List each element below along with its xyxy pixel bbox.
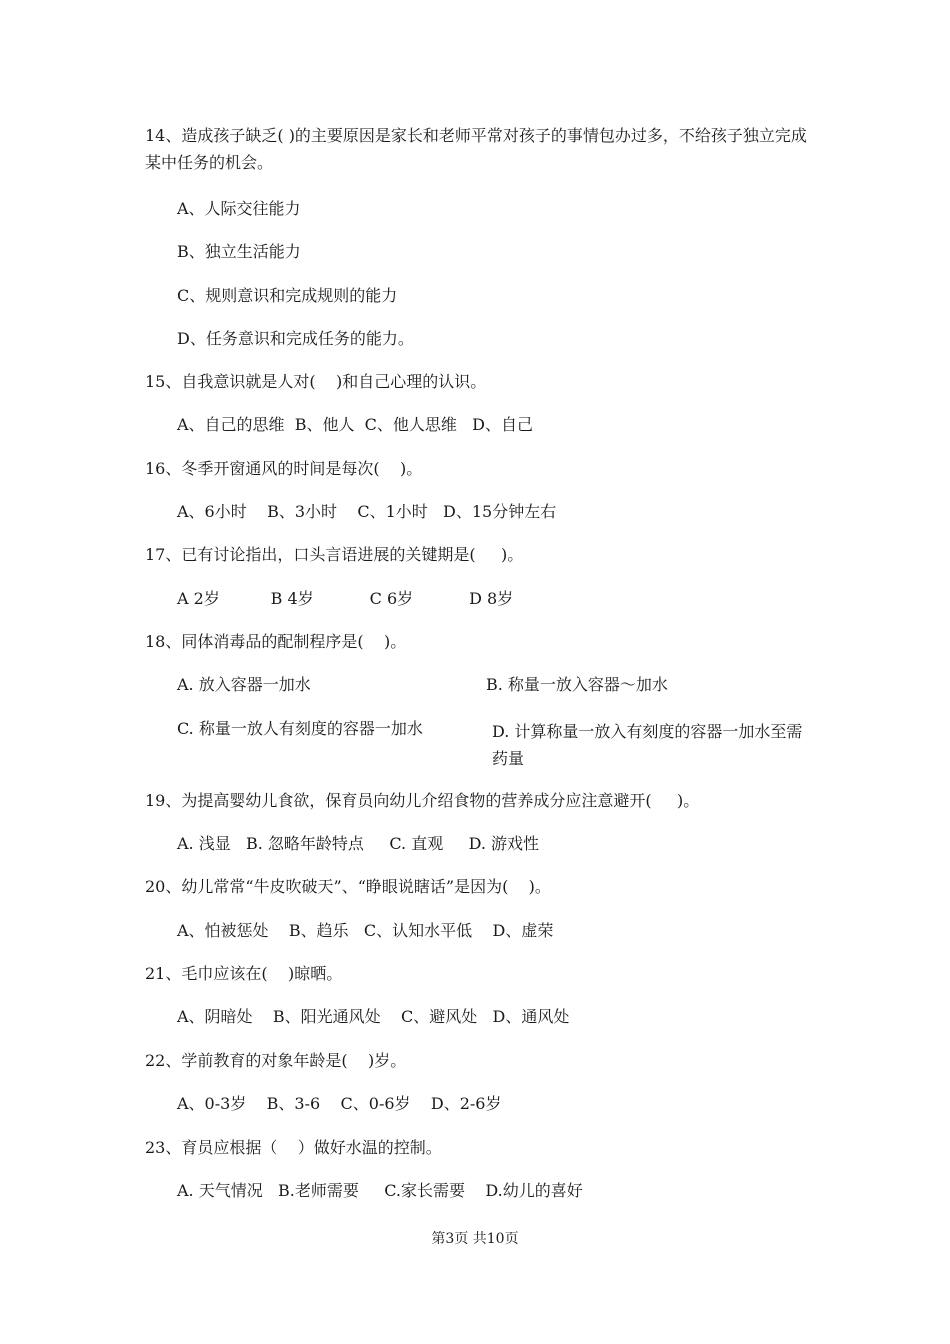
question-21-options: A、阴暗处 B、阳光通风处 C、避风处 D、通风处 xyxy=(177,1007,570,1026)
question-15-options: A、自己的思维 B、他人 C、他人思维 D、自己 xyxy=(177,415,533,434)
question-16-options: A、6小时 B、3小时 C、1小时 D、15分钟左右 xyxy=(177,502,557,521)
question-18-option-a: A. 放入容器一加水 xyxy=(177,675,311,694)
question-18-option-b: B. 称量一放入容器～加水 xyxy=(486,675,668,694)
question-18-option-d: D. 计算称量一放入有刻度的容器一加水至需药量 xyxy=(492,722,803,768)
question-16-stem: 16、冬季开窗通风的时间是每次( )。 xyxy=(145,459,423,478)
question-20-options: A、怕被惩处 B、趋乐 C、认知水平低 D、虚荣 xyxy=(177,921,554,940)
question-14-option-c: C、规则意识和完成规则的能力 xyxy=(177,286,398,305)
question-17-stem: 17、已有讨论指出，口头言语进展的关键期是( )。 xyxy=(145,545,524,564)
question-14-option-d: D、任务意识和完成任务的能力。 xyxy=(177,329,414,348)
question-19-stem: 19、为提高婴幼儿食欲，保育员向幼儿介绍食物的营养成分应注意避开( )。 xyxy=(145,791,700,810)
question-23-options: A. 天气情况 B.老师需要 C.家长需要 D.幼儿的喜好 xyxy=(177,1181,583,1200)
question-18-option-c: C. 称量一放人有刻度的容器一加水 xyxy=(177,719,423,738)
question-17-options: A 2岁 B 4岁 C 6岁 D 8岁 xyxy=(177,589,514,608)
question-22-options: A、0-3岁 B、3-6 C、0-6岁 D、2-6岁 xyxy=(177,1094,502,1113)
question-18-stem: 18、同体消毒品的配制程序是( )。 xyxy=(145,632,407,651)
question-20-stem: 20、幼儿常常“牛皮吹破天”、“睁眼说瞎话”是因为( )。 xyxy=(145,877,551,896)
question-15-stem: 15、自我意识就是人对( )和自己心理的认识。 xyxy=(145,372,487,391)
question-14-option-b: B、独立生活能力 xyxy=(177,242,301,261)
question-14-stem: 14、造成孩子缺乏( )的主要原因是家长和老师平常对孩子的事情包办过多，不给孩子独立完成某中任务的机会。 xyxy=(145,126,807,172)
question-21-stem: 21、毛巾应该在( )晾晒。 xyxy=(145,964,343,983)
question-19-options: A. 浅显 B. 忽略年龄特点 C. 直观 D. 游戏性 xyxy=(177,834,540,853)
question-22-stem: 22、学前教育的对象年龄是( )岁。 xyxy=(145,1051,407,1070)
question-23-stem: 23、育员应根据（ ）做好水温的控制。 xyxy=(145,1138,442,1157)
question-14-option-a: A、人际交往能力 xyxy=(177,199,301,218)
page-footer: 第3页 共10页 xyxy=(431,1231,519,1247)
